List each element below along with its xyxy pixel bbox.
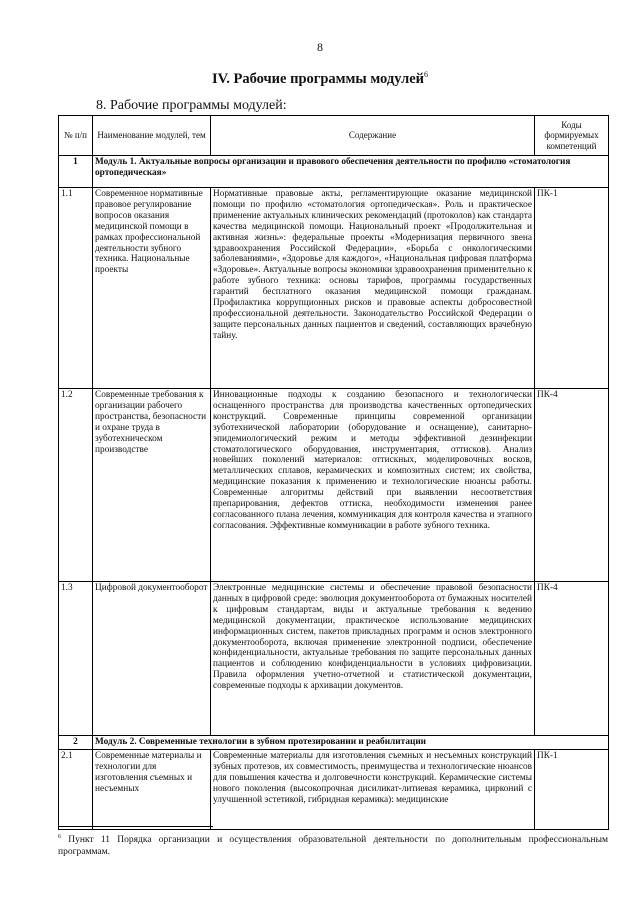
topic-name: Современное нормативные правовое регулирование вопросов оказания медицинской помощи в рамках профессиональной деятельности зубного техника. Национальные проекты [93, 188, 211, 389]
footnote [58, 831, 608, 858]
section-heading-text: IV. Рабочие программы модулей [211, 70, 425, 87]
table-row [59, 749, 609, 829]
topic-content: Нормативные правовые акты, регламентирующие оказание медицинской помощи по профилю «стоматология ортопедическая». Роль и практическое применение актуальных клинических рекомендаций (протоколов) как стандарта качества медицинской помощи. Национальный проект «Продолжительная и активная жизнь»: федеральные проекты «Модернизация первичного звена здравоохранения Российской Федерации», «Борьба с онкологическими заболеваниями», «Здоровье для каждого», «Национальная цифровая платформа «Здоровье». Актуальные вопросы экономики здравоохранения применительно к работе зубного техника: основы тарифов, программы государственных гарантий бесплатного оказания медицинской помощи гражданам. Профилактика коррупционных рисков и правовые аспекты добросовестной профессиональной деятельности. Законодательство Российской Федерации о защите персональных данных пациентов и сведений, составляющих врачебную тайну. [211, 188, 535, 389]
page-number: 8 [317, 40, 323, 54]
modules-table [58, 115, 609, 830]
topic-number: 1.1 [59, 188, 93, 389]
topic-content: Современные материалы для изготовления съемных и несъемных конструкций зубных протезов, их совместимость, преимущества и технологические нюансов для повышения качества и долговечности конструкций. Керамические системы нового поколения (высокопрочная дисиликат-литиевая керамика, цирконий с улучшенной эстетикой, гибридная керамика): медицинские [211, 749, 535, 829]
footnote-reference: 6 [424, 70, 429, 79]
module-number: 2 [59, 736, 93, 750]
table-body [59, 156, 609, 830]
header-name: Наименование модулей, тем [93, 116, 211, 156]
table-header-row [59, 116, 609, 156]
topic-name: Современные материалы и технологии для изготовления съемных и несъемных [93, 749, 211, 829]
competence-code: ПК-1 [535, 188, 609, 389]
section-heading [0, 70, 640, 88]
topic-number: 1.3 [59, 582, 93, 736]
topic-name: Современные требования к организации рабочего пространства, безопасности и охране труда в зуботехническом производстве [93, 389, 211, 582]
topic-number: 2.1 [59, 749, 93, 829]
topic-name: Цифровой документооборот [93, 582, 211, 736]
footnote-divider [58, 826, 213, 827]
module-row [59, 736, 609, 750]
topic-content: Инновационные подходы к созданию безопасного и технологически оснащенного пространства для производства качественных ортопедических конструкций. Современные принципы современной организации зуботехнической лаборатории (оборудование и оснащение), санитарно-эпидемиологический режим и методы эффективной дезинфекции стоматологического оборудования, инструментария, оттисков). Анализ новейших поколений материалов: оттискных, моделировочных восков, металлических сплавов, керамических и композитных систем; их свойства, медицинские показания к применению и технологические нюансы работы. Современные алгоритмы действий при выявлении несоответствия препарирования, дефектов оттиска, необходимости изменения ранее согласованного плана лечения, коммуникация для контроля качества и этапного согласования. Эффективные коммуникации в работе зубного техника. [211, 389, 535, 582]
module-title: Модуль 1. Актуальные вопросы организации и правового обеспечения деятельности по профилю «стоматология ортопедическая» [93, 156, 609, 188]
competence-code: ПК-4 [535, 582, 609, 736]
topic-number: 1.2 [59, 389, 93, 582]
table-row [59, 188, 609, 389]
module-title: Модуль 2. Современные технологии в зубном протезировании и реабилитации [93, 736, 609, 750]
table-row [59, 582, 609, 736]
competence-code: ПК-1 [535, 749, 609, 829]
footnote-mark: 6 [58, 834, 61, 840]
header-content: Содержание [211, 116, 535, 156]
footnote-text: Пункт 11 Порядка организации и осуществления образовательной деятельности по дополнительным профессиональным программам. [58, 835, 608, 858]
header-codes: Коды формируемых компетенций [535, 116, 609, 156]
topic-content: Электронные медицинские системы и обеспечение правовой безопасности данных в цифровой среде: эволюция документооборота от бумажных носителей к цифровым стандартам, виды и актуальные требования к ведению медицинской документации, практическое использование медицинских информационных систем, пакетов прикладных программ и основ электронного документооборота, включая применение электронной подписи, обеспечение конфиденциальности, актуальные требования по защите персональных данных пациентов и соблюдению конфиденциальности в условиях цифровизации. Правила оформления учетно-отчетной и статистической документации, современные подходы к архивации документов. [211, 582, 535, 736]
module-row [59, 156, 609, 188]
subheading: 8. Рабочие программы модулей: [96, 98, 287, 113]
module-number: 1 [59, 156, 93, 188]
competence-code: ПК-4 [535, 389, 609, 582]
table-row [59, 389, 609, 582]
header-num: № п/п [59, 116, 93, 156]
